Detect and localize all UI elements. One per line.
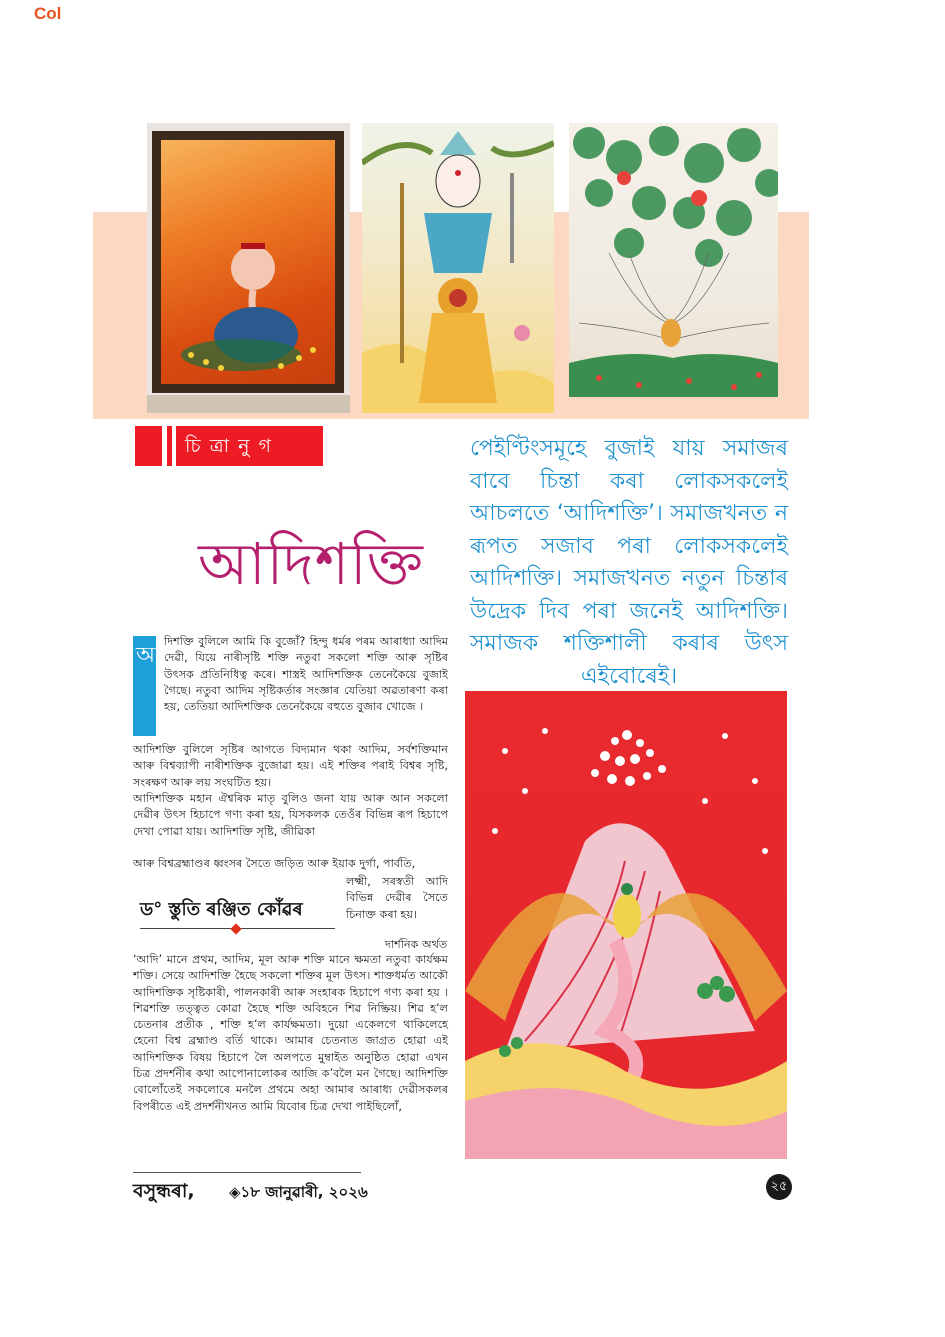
paragraph: আৰু বিশ্বব্ৰহ্মাণ্ডৰ ধ্বংসৰ সৈতে জড়িত আৰু ইয়াক দুৰ্গা, পাৰ্বতি, <box>133 857 416 870</box>
footer-magazine-name: বসুন্ধৰা, <box>133 1180 195 1202</box>
footer-rule <box>133 1172 361 1173</box>
winged-figure-mountain-icon <box>465 691 787 1159</box>
paragraph: আদিশক্তি বুলিলে সৃষ্টিৰ আগতে বিদ্যমান থকা আদিম, সৰ্বশক্তিমান আৰু বিশ্বব্যাপী নাৰীশক্তিক বুজোৱা হয়। এই শক্তিৰ পৰাই বিশ্বৰ সৃষ্টি, সংৰক্ষণ আৰু লয় সংঘটিত হয়। <box>133 743 448 789</box>
page-number: ২৫ <box>766 1174 792 1200</box>
painting-photo-goddess <box>362 123 554 413</box>
drop-cap-letter: আ <box>136 643 162 668</box>
pull-quote: পেইণ্টিংসমূহে বুজাই যায় সমাজৰ বাবে চিন্তা কৰা লোকসকলেই আচলতে ‘আদিশক্তি’। সমাজখনত ন ৰূপত সজাব পৰা লোকসকলেই আদিশক্তি। সমাজখনত নতুন চিন্তাৰ উদ্ৰেক দিব পৰা জনেই আদিশক্তি। সমাজক শক্তিশালী কৰাৰ উৎস এইবোৰেই। <box>470 436 788 689</box>
intro-paragraph: দিশক্তি বুলিলে আমি কি বুজোঁ? হিন্দু ধৰ্মৰ পৰম আৰাধ্যা আদিম দেৱী, যিয়ে নাৰীসৃষ্টি শক্তি নতুবা সকলো শক্তি আৰু সৃষ্টিৰ উৎসক প্ৰতিনিধিত্ব কৰে। শাস্ত্ৰই আদিশক্তিক তেনেকৈয়ে বুজাই গৈছে। নতুবা আদিম সৃষ্টিকৰ্তাৰ সংজ্ঞাৰ যেতিয়া অৱতাৰণা কৰা হয়, তেতিয়া আদিশক্তিক তেনেকৈয়ে বহুতে বুজাব খোজে । <box>164 635 448 714</box>
paragraph-wrap-right: লক্ষ্মী, সৰস্বতী আদি বিভিন্ন দেৱীৰ সৈতে চিনাক্ত কৰা হয়। <box>346 875 448 921</box>
painting-photo-ganesha <box>147 123 350 413</box>
section-label: চিত্ৰানুগ <box>185 435 280 457</box>
author-byline: ড° স্তুতি ৰঞ্জিত কোঁৱৰ <box>140 899 303 920</box>
goddess-figure-icon <box>362 123 554 413</box>
painting-photo-lotus <box>569 123 778 397</box>
gallery-floor <box>147 395 350 413</box>
footer-date: ◈১৮ জানুৱাৰী, ২০২৬ <box>229 1183 368 1201</box>
main-body-text: ‘আদি’ মানে প্ৰথম, আদিম, মূল আৰু শক্তি মানে ক্ষমতা নতুবা কাৰ্যক্ষম শক্তি। সেয়ে আদিশক্তি হৈছে সকলো শক্তিৰ মূল উৎস। শাক্তধৰ্মত আকৌ আদিশক্তিক সৃষ্টিকাৰী, পালনকাৰী আৰু সংহাৰক হিচাপে গণ্য কৰা হয় । শিৱশক্তি তত্ত্বত কোৱা হৈছে শক্তি অবিহনে শিৱ নিষ্ক্ৰিয়। শিৱ হ’ল চেতনাৰ প্ৰতীক , শক্তি হ’ল কাৰ্যক্ষমতা। দুয়ো একেলগে থাকিলেহে হেনো বিশ্ব ব্ৰহ্মাণ্ড বৰ্তি থাকে। আমাৰ চেতনাত জাগ্ৰত হোৱা এই আদিশক্তিক বিষয় হিচাপে লৈ অলপতে মুম্বাইত অনুষ্ঠিত হোৱা এখন চিত্ৰ প্ৰদৰ্শনীৰ কথা আপোনালোকৰ আজি ক’বলৈ মন গৈছে। আদিশক্তি বোলোঁতেই সকলোৰে মনলৈ প্ৰথমে অহা আমাৰ আৰাধ্য দেৱীসকলৰ বিপৰীতে এই প্ৰদৰ্শনীখনত আমি যিবোৰ চিত্ৰ দেখা পাইছিলোঁ, <box>133 953 448 1113</box>
label-stripe <box>162 426 167 466</box>
paragraph: আদিশক্তিক মহান ঐশ্বৰিক মাতৃ বুলিও জনা যায় আৰু আন সকলো দেৱীৰ উৎস হিচাপে গণ্য কৰা হয়, যিসকলক তেওঁৰ বিভিন্ন ৰূপ হিচাপে দেখা পোৱা যায়। আদিশক্তি সৃষ্টি, জীৱিকা <box>133 792 448 838</box>
label-stripe <box>172 426 176 466</box>
drop-cap <box>133 636 162 736</box>
painting-canvas <box>161 140 335 384</box>
ganesha-figure-icon <box>161 140 335 384</box>
painting-photo-red-mountain <box>465 691 787 1159</box>
paragraph-wrap-right: দাৰ্শনিক অৰ্থত <box>385 938 448 951</box>
lotus-figure-icon <box>569 123 778 397</box>
article-title: আদিশক্তি <box>198 530 424 598</box>
print-color-mark: Col <box>34 4 62 23</box>
